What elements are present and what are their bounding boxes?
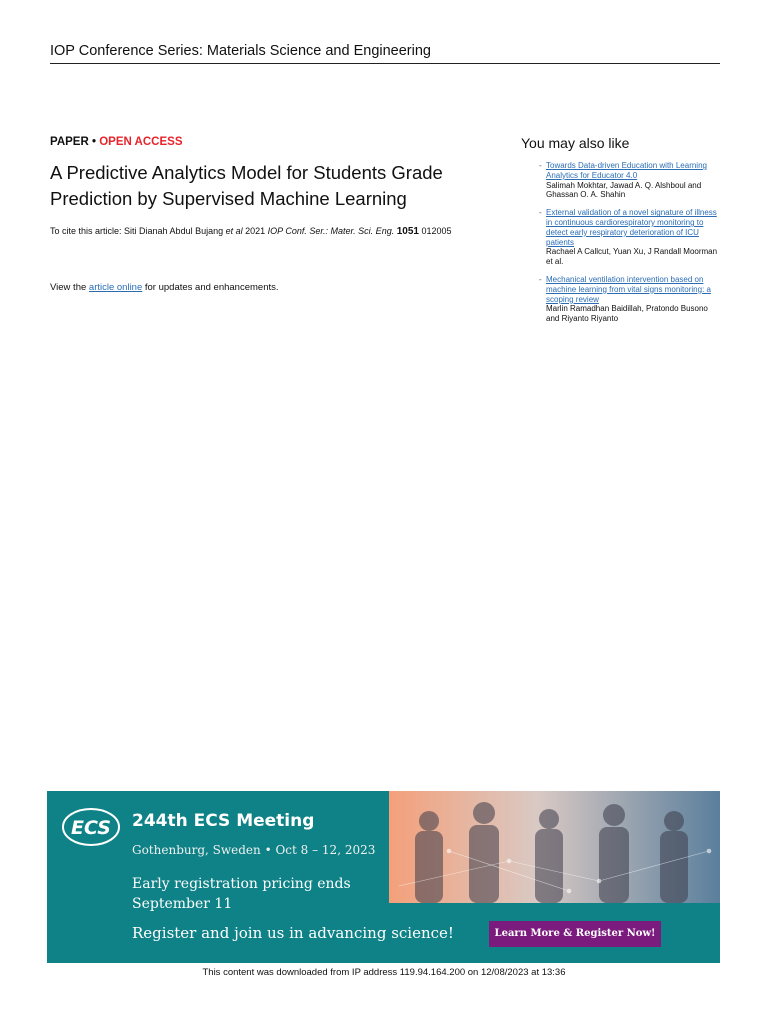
open-access-badge: OPEN ACCESS [99,136,183,148]
related-item [521,275,721,324]
download-notice: This content was downloaded from IP address 119.94.164.200 on 12/08/2023 at 13:36 [202,967,566,978]
citation-volume: 1051 [396,226,419,237]
paper-type: PAPER [50,136,89,148]
citation-prefix: To cite this article: [50,226,125,236]
list-bullet: - [539,274,542,284]
list-bullet: - [539,161,542,170]
view-suffix: for updates and enhancements. [142,282,279,293]
related-articles-sidebar [521,135,721,332]
conference-photo [389,791,720,903]
related-item-link[interactable]: External validation of a novel signature of illness in continuous cardiorespiratory monitoring to detect early respiratory deterioration of ICU patients [546,208,717,247]
meeting-title: 244th ECS Meeting [132,811,315,831]
related-item-authors: Salimah Mokhtar, Jawad A. Q. Alshboul and Ghassan O. A. Shahin [546,180,702,200]
citation-etal: et al [225,226,243,236]
related-item [521,161,721,200]
ecs-logo-text: ECS [71,817,111,839]
citation-author: Siti Dianah Abdul Bujang [124,226,226,236]
meeting-location: Gothenburg, Sweden • Oct 8 – 12, 2023 [132,843,376,857]
related-item-authors: Rachael A Callcut, Yuan Xu, J Randall Moorman et al. [546,247,718,267]
related-item-authors: Marlin Ramadhan Baidillah, Pratondo Busono and Riyanto Riyanto [546,304,708,324]
citation-journal: IOP Conf. Ser.: Mater. Sci. Eng. [267,226,395,236]
list-bullet: - [539,208,542,218]
citation-article: 012005 [418,226,452,236]
journal-header: IOP Conference Series: Materials Science and Engineering [50,43,720,64]
related-item-link[interactable]: Mechanical ventilation intervention based on machine learning from vital signs monitoring: a scoping review [546,274,711,304]
label-separator: • [88,136,100,148]
early-registration-text: Early registration pricing ends September 11 [132,876,351,912]
article-online-link[interactable]: article online [88,282,143,293]
related-heading: You may also like [521,135,630,151]
view-prefix: View the [50,282,89,293]
page-title: A Predictive Analytics Model for Students Grade Prediction by Supervised Machine Learning [50,162,443,209]
paper-label [50,136,183,148]
related-item-link[interactable]: Towards Data-driven Education with Learning Analytics for Educator 4.0 [546,161,707,180]
register-button[interactable]: Learn More & Register Now! [489,921,661,947]
citation-year: 2021 [242,226,268,236]
ecs-logo-icon [61,807,121,847]
join-text: Register and join us in advancing science! [132,924,454,942]
ecs-advertisement-banner[interactable] [47,791,720,963]
citation [50,226,520,237]
view-online-note [50,282,279,293]
related-item [521,208,721,267]
